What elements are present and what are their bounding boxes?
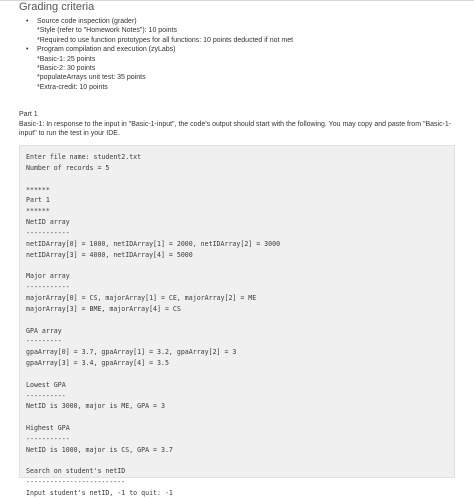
criteria-sub-item: *Style (refer to "Homework Notes"): 10 points xyxy=(37,27,177,35)
code-line: gpaArray[3] = 3.4, gpaArray[4] = 3.5 xyxy=(26,359,169,368)
code-line xyxy=(26,412,280,423)
code-line: Enter file name: student2.txt xyxy=(26,153,142,161)
criteria-label: Source code inspection (grader) xyxy=(37,18,137,25)
criteria-sub-list xyxy=(37,26,459,45)
code-line: gpaArray[0] = 3.7, gpaArray[1] = 3.2, gpaArray[2] = 3 xyxy=(26,348,237,357)
code-line xyxy=(26,174,280,185)
code-line: GPA array xyxy=(26,326,62,335)
code-line: Search on student's netID xyxy=(26,467,126,476)
code-line xyxy=(26,260,280,271)
criteria-sub-item: *Extra-credit: 10 points xyxy=(37,83,108,91)
code-line xyxy=(26,456,280,467)
part-heading: Part 1 xyxy=(19,111,38,118)
criteria-sub-item: *Required to use function prototypes for all functions: 10 points deducted if not met xyxy=(37,36,294,44)
expected-output-code-block xyxy=(19,145,455,498)
criteria-label: Program compilation and execution (zyLabs) xyxy=(37,46,176,54)
code-line: Input student's netID, -1 to quit: -1 xyxy=(26,489,173,498)
criteria-sub-list xyxy=(37,55,459,93)
code-line: majorArray[0] = CS, majorArray[1] = CE, majorArray[2] = ME xyxy=(26,293,257,302)
code-line: NetID is 3000, major is ME, GPA = 3 xyxy=(26,402,165,411)
criteria-item-inspection xyxy=(19,17,459,45)
code-line: NetID is 1000, major is CS, GPA = 3.7 xyxy=(26,445,173,454)
code-line xyxy=(26,369,280,380)
code-line: netIDArray[3] = 4000, netIDArray[4] = 5000 xyxy=(26,250,193,259)
bullet-icon: • xyxy=(26,18,29,25)
code-line: majorArray[3] = BME, majorArray[4] = CS xyxy=(26,304,181,313)
bullet-icon: • xyxy=(26,46,29,54)
part-description: Basic-1: In response to the input in "Basic-1-input", the code's output should start with the following. You may copy and paste from "Basic-1-input" to run the test in your IDE. xyxy=(19,120,452,137)
code-line: Lowest GPA xyxy=(26,380,66,389)
code-line: ---------- xyxy=(26,391,66,400)
code-line: NetID array xyxy=(26,218,70,227)
code-line: ----------- xyxy=(26,434,70,443)
section-title: Grading criteria xyxy=(19,1,95,13)
code-line xyxy=(26,315,280,326)
code-line: --------- xyxy=(26,337,62,346)
code-line: ****** xyxy=(26,207,50,216)
criteria-sub-item: *Basic-2: 30 points xyxy=(37,65,96,73)
grading-criteria-list xyxy=(19,17,459,92)
code-line: Number of records = 5 xyxy=(26,163,110,172)
criteria-sub-item: *populateArrays unit test: 35 points xyxy=(37,74,146,82)
code-lines xyxy=(26,152,280,499)
code-line: Highest GPA xyxy=(26,424,70,433)
code-line: ----------- xyxy=(26,283,70,292)
code-line: Major array xyxy=(26,272,70,281)
criteria-item-compilation xyxy=(19,45,459,92)
code-line: ****** xyxy=(26,185,50,194)
code-line: Part 1 xyxy=(26,196,50,205)
code-line: ------------------------- xyxy=(26,478,126,487)
code-line: netIDArray[0] = 1000, netIDArray[1] = 2000, netIDArray[2] = 3000 xyxy=(26,239,281,248)
criteria-sub-item: *Basic-1: 25 points xyxy=(37,55,96,63)
code-line: ----------- xyxy=(26,228,70,237)
